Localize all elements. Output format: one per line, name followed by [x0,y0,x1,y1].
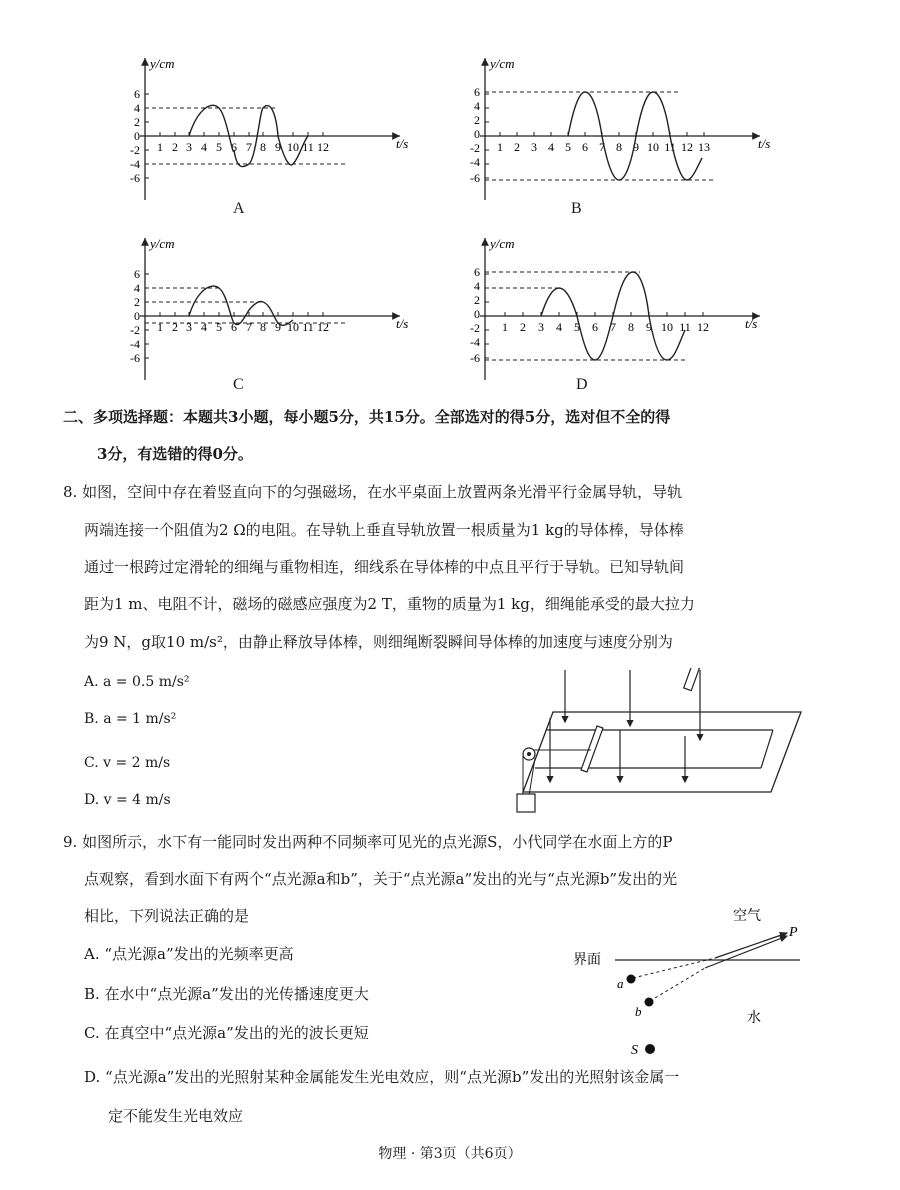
svg-text:9: 9 [646,320,652,334]
svg-text:6: 6 [231,320,237,334]
air-label: 空气 [733,909,761,924]
graph-a-label: A [233,200,245,217]
svg-text:-4: -4 [470,155,480,169]
q8-rail-diagram [505,668,805,822]
svg-text:-6: -6 [130,171,140,185]
point-a [627,975,636,984]
svg-text:4: 4 [474,99,480,113]
svg-text:4: 4 [134,281,140,295]
svg-text:4: 4 [556,320,562,334]
table-surface [523,712,801,792]
svg-text:0: 0 [474,127,480,141]
svg-text:-2: -2 [470,321,480,335]
svg-text:11: 11 [664,140,676,154]
q8-option-d: D. v = 4 m/s [84,792,171,808]
point-b-label: b [635,1004,642,1019]
svg-text:8: 8 [260,140,266,154]
conductor-rod [581,726,603,772]
svg-text:2: 2 [134,295,140,309]
svg-text:-6: -6 [470,171,480,185]
q9-option-d-cont: 定不能发生光电效应 [108,1107,244,1125]
svg-text:10: 10 [647,140,659,154]
q8-option-a: A. a = 0.5 m/s² [84,674,190,690]
graph-c-label: C [233,376,244,393]
x-axis-label: t/s [396,316,409,331]
section-2-heading: 二、多项选择题：本题共3小题，每小题5分，共15分。全部选对的得5分，选对但不全的得 [63,408,671,426]
svg-text:3: 3 [531,140,537,154]
point-p-label: P [789,925,798,940]
svg-text:2: 2 [514,140,520,154]
y-axis-label: y/cm [150,236,175,251]
x-axis-label: t/s [396,136,409,151]
resistor [684,668,700,691]
svg-text:5: 5 [216,140,222,154]
q8-option-b: B. a = 1 m/s² [84,711,177,727]
svg-text:12: 12 [697,320,709,334]
svg-text:2: 2 [520,320,526,334]
svg-text:2: 2 [172,320,178,334]
svg-text:0: 0 [134,129,140,143]
svg-text:-4: -4 [130,157,140,171]
svg-text:1: 1 [497,140,503,154]
svg-text:-4: -4 [130,337,140,351]
svg-text:5: 5 [574,320,580,334]
weight [517,794,535,812]
field-arrows [550,670,700,782]
point-s-label: S [631,1043,638,1058]
graph-a [100,50,420,210]
q8-option-c: C. v = 2 m/s [84,755,171,771]
svg-text:11: 11 [679,320,691,334]
point-a-label: a [617,976,624,991]
svg-text:10: 10 [287,140,299,154]
svg-text:6: 6 [582,140,588,154]
svg-text:4: 4 [201,140,207,154]
svg-text:10: 10 [661,320,673,334]
q9-line-1: 9. 如图所示，水下有一能同时发出两种不同频率可见光的点光源S，小代同学在水面上方的P [63,833,673,851]
svg-text:6: 6 [134,87,140,101]
svg-text:12: 12 [681,140,693,154]
graph-d [440,230,780,390]
svg-text:1: 1 [502,320,508,334]
svg-text:7: 7 [599,140,605,154]
svg-text:6: 6 [474,85,480,99]
q9-refraction-diagram [565,900,805,1064]
svg-text:6: 6 [231,140,237,154]
section-2-heading-cont: 3分，有选错的得0分。 [97,445,253,463]
svg-text:7: 7 [246,320,252,334]
svg-text:2: 2 [172,140,178,154]
x-axis-label: t/s [745,316,758,331]
q9-option-b: B. 在水中“点光源a”发出的光传播速度更大 [84,985,369,1003]
svg-text:6: 6 [592,320,598,334]
q8-line-1: 8. 如图，空间中存在着竖直向下的匀强磁场，在水平桌面上放置两条光滑平行金属导轨，导轨 [63,483,683,501]
svg-text:3: 3 [186,320,192,334]
svg-text:2: 2 [474,293,480,307]
svg-text:4: 4 [201,320,207,334]
svg-text:0: 0 [474,307,480,321]
svg-text:9: 9 [275,320,281,334]
svg-text:2: 2 [134,115,140,129]
q9-line-3: 相比，下列说法正确的是 [84,907,250,925]
svg-text:13: 13 [698,140,710,154]
svg-text:12: 12 [317,320,329,334]
q8-line-2: 两端连接一个阻值为2 Ω的电阻。在导轨上垂直导轨放置一根质量为1 kg的导体棒，导体棒 [84,521,684,539]
svg-text:3: 3 [538,320,544,334]
q8-line-3: 通过一根跨过定滑轮的细绳与重物相连，细线系在导体棒的中点且平行于导轨。已知导轨间 [84,558,685,576]
svg-text:11: 11 [302,320,314,334]
svg-text:5: 5 [565,140,571,154]
svg-text:3: 3 [186,140,192,154]
svg-text:-6: -6 [130,351,140,365]
y-axis-label: y/cm [490,236,515,251]
q9-option-c: C. 在真空中“点光源a”发出的光的波长更短 [84,1024,369,1042]
q8-line-5: 为9 N，g取10 m/s²，由静止释放导体棒，则细绳断裂瞬间导体棒的加速度与速度分别为 [84,633,673,651]
svg-text:11: 11 [302,140,314,154]
svg-text:-4: -4 [470,335,480,349]
svg-text:-2: -2 [130,143,140,157]
svg-text:0: 0 [134,309,140,323]
svg-text:7: 7 [246,140,252,154]
q9-line-2: 点观察，看到水面下有两个“点光源a和b”，关于“点光源a”发出的光与“点光源b”发出的光 [84,870,678,888]
water-label: 水 [747,1011,761,1026]
svg-text:7: 7 [610,320,616,334]
graph-c [100,230,420,390]
graph-d-label: D [576,376,588,393]
y-axis-label: y/cm [490,56,515,71]
svg-text:-2: -2 [470,141,480,155]
svg-text:-6: -6 [470,351,480,365]
svg-text:8: 8 [628,320,634,334]
svg-text:8: 8 [616,140,622,154]
svg-text:12: 12 [317,140,329,154]
point-s [645,1044,655,1054]
svg-text:9: 9 [633,140,639,154]
svg-text:6: 6 [474,265,480,279]
q9-option-a: A. “点光源a”发出的光频率更高 [84,945,294,963]
svg-text:1: 1 [157,140,163,154]
svg-text:10: 10 [287,320,299,334]
page-footer: 物理 · 第3页（共6页） [378,1146,522,1162]
interface-label: 界面 [573,953,601,968]
svg-text:2: 2 [474,113,480,127]
y-axis-label: y/cm [150,56,175,71]
svg-text:1: 1 [157,320,163,334]
svg-text:4: 4 [134,101,140,115]
svg-text:9: 9 [275,140,281,154]
graph-b [440,50,780,210]
q9-option-d: D. “点光源a”发出的光照射某种金属能发生光电效应，则“点光源b”发出的光照射该金属一 [84,1068,680,1086]
point-b [645,998,654,1007]
svg-text:4: 4 [474,279,480,293]
x-axis-label: t/s [758,136,771,151]
graph-b-label: B [571,200,582,217]
svg-text:8: 8 [260,320,266,334]
svg-text:5: 5 [216,320,222,334]
svg-text:-2: -2 [130,323,140,337]
q8-line-4: 距为1 m、电阻不计，磁场的磁感应强度为2 T，重物的质量为1 kg，细绳能承受的最大拉力 [84,595,695,613]
svg-text:4: 4 [548,140,554,154]
svg-text:6: 6 [134,267,140,281]
